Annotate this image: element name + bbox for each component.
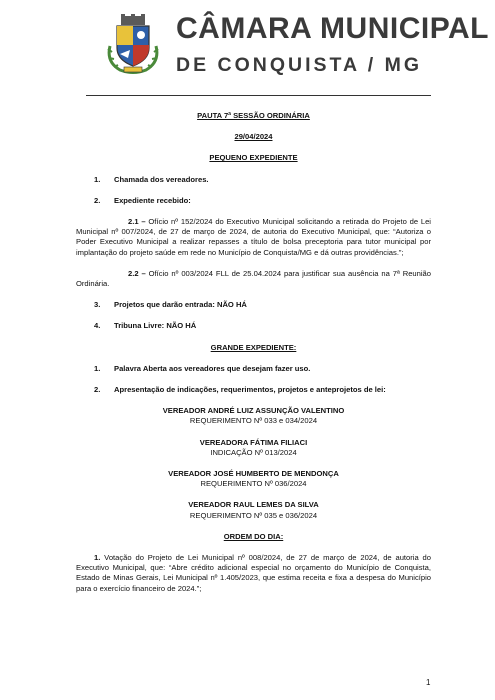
list-item: 2. Apresentação de indicações, requerimentos, projetos e anteprojetos de lei: xyxy=(94,385,386,395)
paragraph-ordem-1: 1. Votação do Projeto de Lei Municipal nº 008/2024, de 27 de março de 2024, de autoria do Executivo Municipal, que: “Abre crédito adicional especial no orçamento do Município de Conquista, Estado de Minas Gerais, Lei Municipal nº 1.405/2023, que estima receita e fixa a despesa do Município para o exercício financeiro de 2024.”; xyxy=(76,553,431,593)
section-heading-ordem-do-dia: ORDEM DO DIA: xyxy=(223,531,284,541)
councilor-document: REQUERIMENTO Nº 033 e 034/2024 xyxy=(189,416,318,426)
councilor-name: VEREADOR ANDRÉ LUIZ ASSUNÇÃO VALENTINO xyxy=(162,406,345,416)
councilor-name: VEREADOR JOSÉ HUMBERTO DE MENDONÇA xyxy=(168,469,339,479)
org-city: DE CONQUISTA / MG xyxy=(176,54,422,76)
councilor-document: REQUERIMENTO Nº 035 e 036/2024 xyxy=(189,510,318,520)
paragraph-2-1: 2.1 – Ofício nº 152/2024 do Executivo Municipal solicitando a retirada do Projeto de Lei Municipal nº 007/2024, de 27 de março de 2024, de autoria do Executivo Municipal, que: “Autoriza o Poder Executivo Municipal a realizar repasses a título de bolsa preceptoria para tutor municipal por implantação do projeto saúde em rede no Município de Conquista/MG e dá outras providências.”; xyxy=(76,217,431,257)
header-divider xyxy=(86,95,431,96)
page-number: 1 xyxy=(426,678,431,687)
list-item: 3. Projetos que darão entrada: NÃO HÁ xyxy=(94,300,247,310)
section-heading-pequeno-expediente: PEQUENO EXPEDIENTE xyxy=(209,153,298,163)
section-heading-grande-expediente: GRANDE EXPEDIENTE: xyxy=(210,342,297,352)
paragraph-2-2: 2.2 – Ofício nº 003/2024 FLL de 25.04.2024 para justificar sua ausência na 7ª Reunião Ordinária. xyxy=(76,268,431,289)
councilor-document: INDICAÇÃO Nº 013/2024 xyxy=(210,447,297,457)
document-body xyxy=(76,111,431,594)
list-item: 1. Palavra Aberta aos vereadores que desejam fazer uso. xyxy=(94,363,311,373)
list-item: 4. Tribuna Livre: NÃO HÁ xyxy=(94,321,197,331)
councilor-document: REQUERIMENTO Nº 036/2024 xyxy=(200,479,307,489)
document-title: PAUTA 7ª SESSÃO ORDINÁRIA xyxy=(197,111,310,120)
list-item: 1. Chamada dos vereadores. xyxy=(94,174,209,184)
org-name: CÂMARA MUNICIPAL xyxy=(176,12,489,45)
councilor-name: VEREADOR RAUL LEMES DA SILVA xyxy=(188,500,319,510)
session-date: 29/04/2024 xyxy=(234,132,273,142)
letterhead xyxy=(0,0,495,100)
councilor-name: VEREADORA FÁTIMA FILIACI xyxy=(199,437,308,447)
municipal-seal-icon xyxy=(102,12,164,76)
list-item: 2. Expediente recebido: xyxy=(94,195,191,205)
